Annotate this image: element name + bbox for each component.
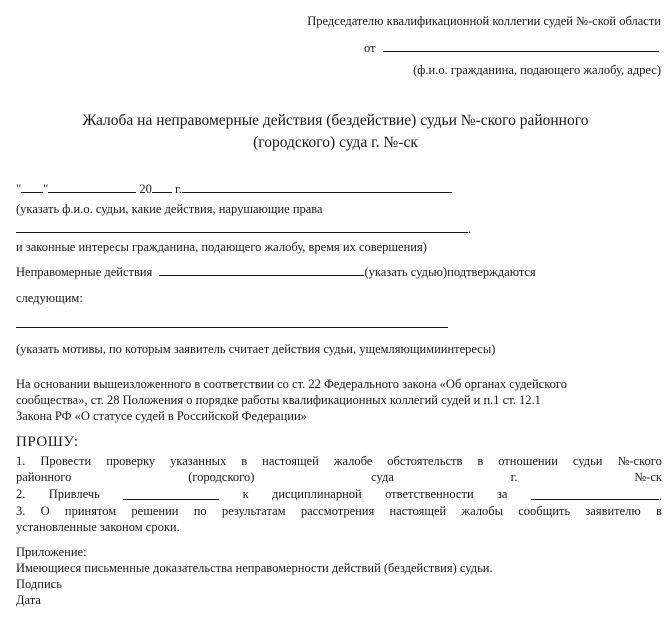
basis-line2: сообщества», ст. 28 Положения о порядке работы квалификационных коллегий судей и п.1 ст. 12.1 <box>16 393 541 407</box>
item2-dot: . <box>658 489 662 503</box>
word: (городского) <box>188 470 255 484</box>
word: №-ск <box>634 470 662 484</box>
basis-line3: Закона РФ «О статусе судей в Российской Федерации» <box>16 409 307 423</box>
from-hint: (ф.и.о. гражданина, подающего жалобу, адрес) <box>413 63 661 77</box>
document-title-line1: Жалоба на неправомерные действия (бездействие) судьи №-ского районного <box>82 112 589 129</box>
request-item1-line1 <box>16 454 662 469</box>
word: рассмотрения <box>300 504 375 518</box>
word: О <box>40 504 50 518</box>
motives-hint: (указать мотивы, по которым заявитель считает действия судьи, ущемляющимиинтересы) <box>16 342 496 356</box>
word: отношении <box>498 454 558 468</box>
word: 1. <box>16 454 26 468</box>
day-blank <box>21 180 43 193</box>
request-item3-line1 <box>16 504 662 519</box>
date-label: Дата <box>16 593 41 607</box>
unlawful-after: (указать судью)подтверждаются <box>364 265 536 279</box>
attachment-label: Приложение: <box>16 545 87 559</box>
word: судьи <box>572 454 603 468</box>
request-item1-line2 <box>16 470 662 485</box>
word: суда <box>371 470 394 484</box>
item2-blank-1 <box>123 487 219 500</box>
word: в <box>477 454 484 468</box>
word: результатам <box>221 504 286 518</box>
word: указанных <box>170 454 227 468</box>
date-quote-close: " <box>43 182 49 196</box>
year-blank <box>152 180 172 193</box>
unlawful-actions-line <box>16 263 536 280</box>
from-blank <box>383 39 659 52</box>
word: настоящей <box>262 454 319 468</box>
city-blank <box>182 180 452 193</box>
word: ответственности <box>385 487 474 501</box>
word: жалобы <box>461 504 503 518</box>
word: в <box>656 504 662 518</box>
word: г. <box>510 470 518 484</box>
word: к <box>242 487 249 501</box>
evidence-line: Имеющиеся письменные доказательства неправомерности действий (бездействия) судьи. <box>16 561 493 575</box>
from-label: от <box>364 41 376 55</box>
date-line <box>16 180 452 197</box>
item2-tail <box>531 487 662 504</box>
item2-blank-2 <box>531 487 659 500</box>
word: 2. <box>16 487 26 501</box>
signature-label: Подпись <box>16 577 62 591</box>
word: обстоятельств <box>387 454 463 468</box>
unlawful-label: Неправомерные действия <box>16 265 153 279</box>
word: дисциплинарной <box>272 487 362 501</box>
word: проверку <box>106 454 156 468</box>
blank-line-2 <box>16 315 448 332</box>
word: настоящей <box>389 504 447 518</box>
date-year: 20 <box>139 182 152 196</box>
word: Провести <box>40 454 92 468</box>
judge-hint: (указать ф.и.о. судьи, какие действия, нарушающие права <box>16 202 323 216</box>
word: сообщить <box>518 504 571 518</box>
month-blank <box>48 180 136 193</box>
word: в <box>241 454 248 468</box>
date-quote-open: " <box>16 182 22 196</box>
word: решении <box>131 504 179 518</box>
basis-line1: На основании вышеизложенного в соответствии со ст. 22 Федерального закона «Об органах судейского <box>16 377 567 391</box>
word: районного <box>16 470 72 484</box>
request-item3-line2: установленные законом сроки. <box>16 520 180 534</box>
blank-line-1-dot: . <box>468 222 472 236</box>
request-heading: ПРОШУ: <box>16 434 79 450</box>
addressee-line: Председателю квалификационной коллегии судей №-ской области <box>307 14 661 28</box>
blank-line-1-rule <box>16 220 468 233</box>
from-line <box>364 39 659 56</box>
following-label: следующим: <box>16 291 83 305</box>
word: 3. <box>16 504 26 518</box>
unlawful-blank <box>159 263 364 276</box>
word: №-ского <box>617 454 662 468</box>
word: жалобе <box>333 454 373 468</box>
word: Привлечь <box>48 487 100 501</box>
date-city-label: г. <box>174 182 182 196</box>
word: заявителю <box>585 504 641 518</box>
document-title-line2: (городского) суда г. №-ск <box>253 134 418 151</box>
word: за <box>496 487 508 501</box>
word: принятом <box>64 504 117 518</box>
blank-line-1 <box>16 220 471 237</box>
interests-hint: и законные интересы гражданина, подающего жалобу, время их совершения) <box>16 240 427 254</box>
word: по <box>193 504 207 518</box>
request-item2 <box>16 487 662 504</box>
blank-line-2-rule <box>16 315 448 328</box>
